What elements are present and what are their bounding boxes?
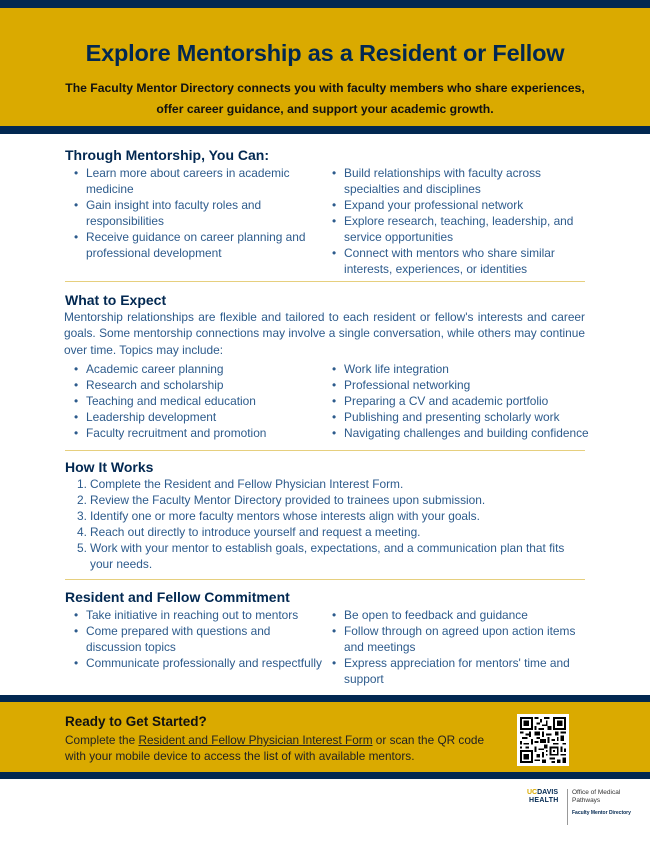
header-banner (0, 8, 650, 126)
step-item: 3. Identify one or more faculty mentors whose interests align with your goals. (77, 509, 480, 523)
footer-rule-bottom (0, 772, 650, 779)
step-item: 2. Review the Faculty Mentor Directory provided to trainees upon submission. (77, 493, 486, 507)
list-item: • Publishing and presenting scholarly work (323, 409, 590, 425)
qr-code-graphic (520, 717, 566, 763)
page-subtitle: The Faculty Mentor Directory connects you with faculty members who share experiences, offer career guidance, and support your academic growth. (65, 81, 585, 116)
list-item: • Follow through on agreed upon action items and meetings (323, 623, 590, 655)
list-item: • Teaching and medical education (65, 393, 324, 409)
qr-code-icon[interactable] (517, 714, 569, 766)
list-item: • Faculty recruitment and promotion (65, 425, 324, 441)
mentorship-heading: Through Mentorship, You Can: (65, 147, 270, 163)
mentorship-list-left (65, 165, 324, 277)
uc-davis-health-logo (527, 789, 637, 829)
footer-rule-top (0, 695, 650, 702)
list-item: • Connect with mentors who share similar interests, experiences, or identities (323, 245, 590, 277)
list-item: • Receive guidance on career planning and professional development (65, 229, 324, 261)
list-item: • Explore research, teaching, leadership, and service opportunities (323, 213, 590, 245)
logo-office: Office of Medical Pathways (572, 789, 621, 804)
expect-list-right (323, 361, 590, 441)
list-item: • Come prepared with questions and discussion topics (65, 623, 324, 655)
list-item: • Learn more about careers in academic medicine (65, 165, 324, 197)
logo-divider (567, 789, 568, 825)
list-item: • Professional networking (323, 377, 590, 393)
list-item: • Navigating challenges and building confidence (323, 425, 590, 441)
list-item: • Be open to feedback and guidance (323, 607, 590, 623)
top-accent-bar (0, 0, 650, 8)
footer-heading: Ready to Get Started? (65, 714, 207, 729)
how-steps-list (65, 476, 590, 572)
list-item: • Communicate professionally and respectfully (65, 655, 324, 671)
logo-directory: Faculty Mentor Directory (572, 810, 631, 816)
expect-section (65, 291, 590, 441)
mentorship-list-right (323, 165, 590, 277)
list-item: • Gain insight into faculty roles and responsibilities (65, 197, 324, 229)
expect-paragraph: Mentorship relationships are flexible and tailored to each resident or fellow's interests and career goals. Some mentorship connections may involve a single conversation, while others may continue over time. Topics may include: (64, 310, 585, 357)
list-item: • Work life integration (323, 361, 590, 377)
expect-list-left (65, 361, 324, 441)
list-item: • Academic career planning (65, 361, 324, 377)
list-item: • Express appreciation for mentors' time and support (323, 655, 590, 687)
section-divider (65, 579, 585, 580)
interest-form-link[interactable]: Resident and Fellow Physician Interest Form (138, 733, 373, 747)
expect-heading: What to Expect (65, 292, 167, 308)
commitment-list-right (323, 607, 590, 687)
commitment-section (65, 588, 590, 687)
list-item: • Leadership development (65, 409, 324, 425)
commitment-list-left (65, 607, 324, 687)
step-item: 5. Work with your mentor to establish goals, expectations, and a communication plan that fits your needs. (77, 541, 565, 571)
mentorship-section (65, 146, 590, 277)
list-item: • Take initiative in reaching out to mentors (65, 607, 324, 623)
section-divider (65, 450, 585, 451)
list-item: • Build relationships with faculty across specialties and disciplines (323, 165, 590, 197)
header-rule (0, 126, 650, 134)
logo-uc-davis: UCDAVIS (527, 789, 558, 796)
step-item: 4. Reach out directly to introduce yourself and request a meeting. (77, 525, 421, 539)
footer-text: Complete the Resident and Fellow Physician Interest Form or scan the QR code with your mobile device to access the list of with available mentors. (65, 733, 485, 763)
step-item: 1. Complete the Resident and Fellow Physician Interest Form. (77, 477, 404, 491)
list-item: • Expand your professional network (323, 197, 590, 213)
commitment-heading: Resident and Fellow Commitment (65, 589, 290, 605)
logo-health: HEALTH (529, 797, 559, 804)
page-title: Explore Mentorship as a Resident or Fellow (85, 40, 565, 66)
list-item: • Research and scholarship (65, 377, 324, 393)
how-heading: How It Works (65, 459, 154, 475)
list-item: • Preparing a CV and academic portfolio (323, 393, 590, 409)
how-section (65, 458, 590, 572)
section-divider (65, 281, 585, 282)
